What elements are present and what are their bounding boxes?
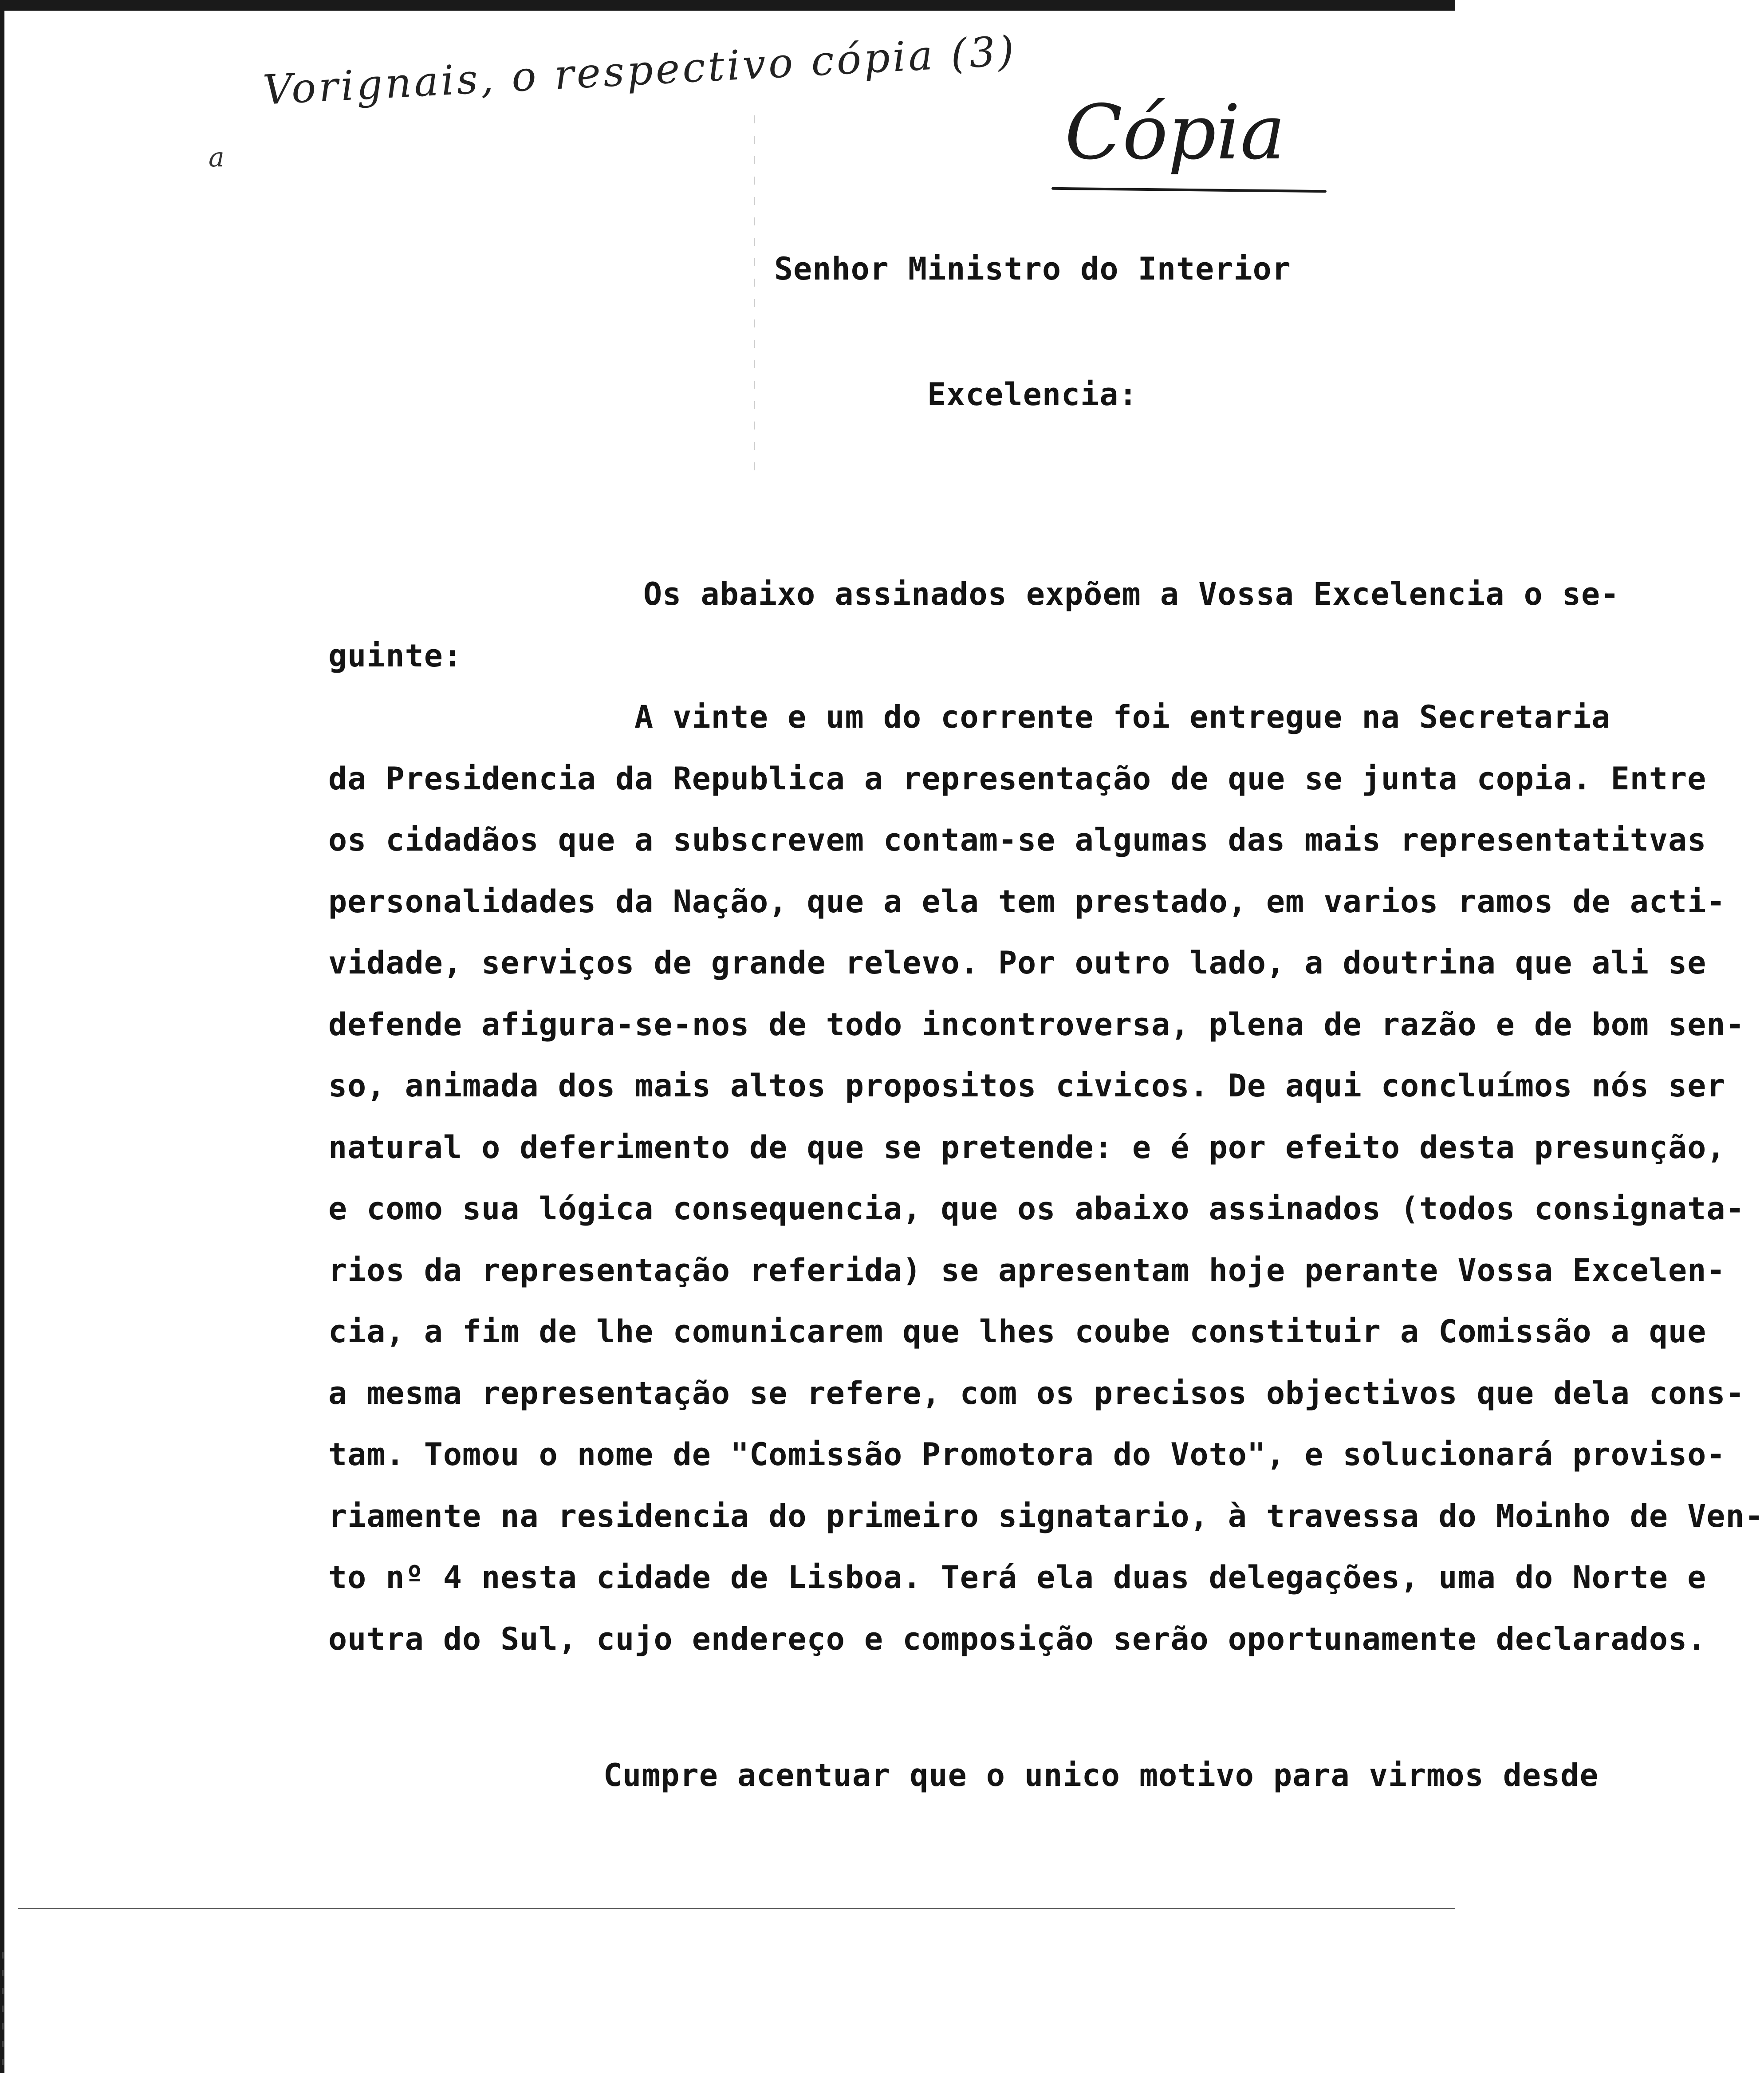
salutation: Excelencia: xyxy=(927,376,1138,413)
body-line: os cidadãos que a subscrevem contam-se algumas das mais representatitvas xyxy=(328,822,1707,858)
body-line: vidade, serviços de grande relevo. Por outro lado, a doutrina que ali se xyxy=(328,945,1707,981)
body-line: to nº 4 nesta cidade de Lisboa. Terá ela duas delegações, uma do Norte e xyxy=(328,1559,1707,1596)
body-line: A vinte e um do corrente foi entregue na Secretaria xyxy=(634,699,1611,735)
body-line: tam. Tomou o nome de "Comissão Promotora do Voto", e solucionará proviso- xyxy=(328,1436,1726,1473)
body-line: outra do Sul, cujo endereço e composição serão oportunamente declarados. xyxy=(328,1620,1707,1657)
addressee: Senhor Ministro do Interior xyxy=(774,251,1291,287)
body-line: da Presidencia da Republica a representação de que se junta copia. Entre xyxy=(328,760,1707,797)
body-line: so, animada dos mais altos propositos civicos. De aqui concluímos nós ser xyxy=(328,1068,1726,1104)
handwritten-copia: Cópia xyxy=(1065,89,1285,177)
copia-underline xyxy=(1051,187,1327,193)
page-fold-line xyxy=(18,1908,1455,1909)
body-line: cia, a fim de lhe comunicarem que lhes coube constituir a Comissão a que xyxy=(328,1313,1707,1350)
body-line: Os abaixo assinados expõem a Vossa Excelencia o se- xyxy=(643,576,1620,612)
page-edge-left xyxy=(0,0,4,2073)
body-line: riamente na residencia do primeiro signatario, à travessa do Moinho de Ven- xyxy=(328,1498,1764,1534)
body-line: rios da representação referida) se apresentam hoje perante Vossa Excelen- xyxy=(328,1252,1726,1289)
page-edge-top xyxy=(0,0,1455,11)
faint-center-mark xyxy=(754,115,755,479)
body-line: defende afigura-se-nos de todo incontroversa, plena de razão e de bom sen- xyxy=(328,1006,1745,1043)
body-line: personalidades da Nação, que a ela tem prestado, em varios ramos de acti- xyxy=(328,883,1726,920)
body-line: a mesma representação se refere, com os precisos objectivos que dela cons- xyxy=(328,1375,1745,1411)
body-line: natural o deferimento de que se pretende: e é por efeito desta presunção, xyxy=(328,1129,1726,1166)
margin-marks xyxy=(2,1952,4,2068)
handwritten-mark: a xyxy=(209,142,224,173)
body-line: e como sua lógica consequencia, que os abaixo assinados (todos consignata- xyxy=(328,1190,1745,1227)
body-line: guinte: xyxy=(328,637,463,674)
handwritten-note: Vorignais, o respectivo cópia (3) xyxy=(262,27,1018,114)
letter-body xyxy=(328,564,1764,1670)
closing-line: Cumpre acentuar que o unico motivo para virmos desde xyxy=(603,1757,1599,1793)
